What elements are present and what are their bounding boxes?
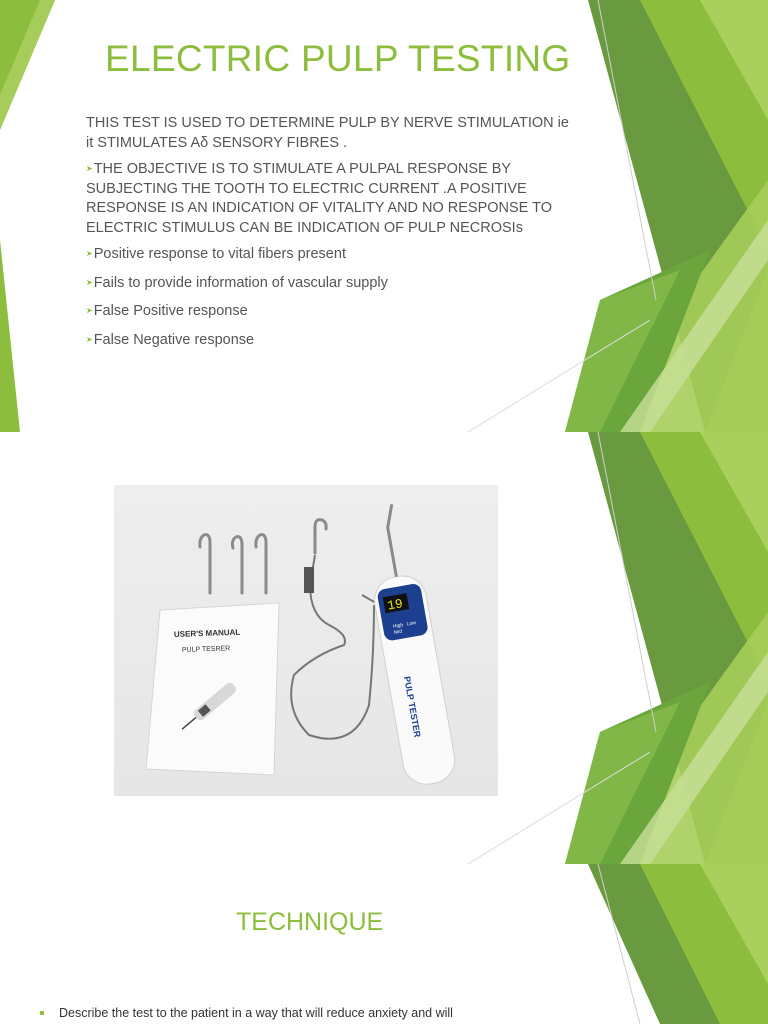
slide-body [86, 114, 576, 358]
list-item [40, 1006, 560, 1020]
device-label: PULP TESTER [401, 675, 423, 739]
arrow-bullet-icon: ➤ [86, 334, 93, 344]
bullet-list [86, 244, 576, 350]
intro-paragraph: THIS TEST IS USED TO DETERMINE PULP BY NERVE STIMULATION ie it STIMULATES Aδ SENSORY FIBRES . [86, 115, 569, 151]
list-item-text: Fails to provide information of vascular supply [93, 274, 388, 291]
slide-title: ELECTRIC PULP TESTING [105, 38, 571, 79]
list-item-text: Positive response to vital fibers present [93, 246, 346, 262]
arrow-bullet-icon: ➤ [86, 306, 93, 315]
slide-technique [0, 864, 768, 1024]
list-item [86, 330, 576, 351]
pulp-tester-photo [114, 485, 498, 796]
list-item [86, 273, 576, 294]
indicator-label: Mid [393, 628, 403, 636]
arrow-bullet-icon: ➤ [86, 164, 93, 173]
probe-cable [291, 555, 374, 739]
slide-pulp-tester-photo [0, 432, 768, 864]
probe-tip-1 [200, 535, 210, 593]
manual-title: USER'S MANUAL [173, 627, 241, 639]
slide-electric-pulp-testing [0, 0, 768, 432]
display-value: 19 [386, 596, 405, 614]
objective-text: THE OBJECTIVE IS TO STIMULATE A PULPAL RESPONSE BY SUBJECTING THE TOOTH TO ELECTRIC CURRENT .A POSITIVE RESPONSE IS AN INDICATION OF VITALITY AND NO RESPONSE TO ELECTRIC STIMULUS CAN BE INDICATION OF PULP NECROSIs [86, 161, 552, 236]
green-facet-decoration [0, 864, 768, 1024]
list-item-text: False Negative response [93, 331, 255, 348]
indicator-label: Low [406, 620, 417, 628]
list-item [86, 301, 576, 322]
square-bullet-icon [40, 1011, 44, 1015]
list-item-text: False Positive response [93, 303, 248, 319]
pulp-tester-illustration [114, 485, 498, 796]
section-title: TECHNIQUE [236, 908, 384, 936]
indicator-label: High [392, 622, 404, 631]
probe-tip-2 [232, 537, 242, 593]
arrow-bullet-icon: ➤ [86, 249, 93, 258]
manual-subtitle: PULP TESRER [181, 645, 231, 654]
list-item [86, 244, 576, 265]
arrow-bullet-icon: ➤ [86, 277, 93, 287]
objective-paragraph [86, 159, 576, 238]
list-item-text: Describe the test to the patient in a way that will reduce anxiety and will [59, 1006, 453, 1020]
